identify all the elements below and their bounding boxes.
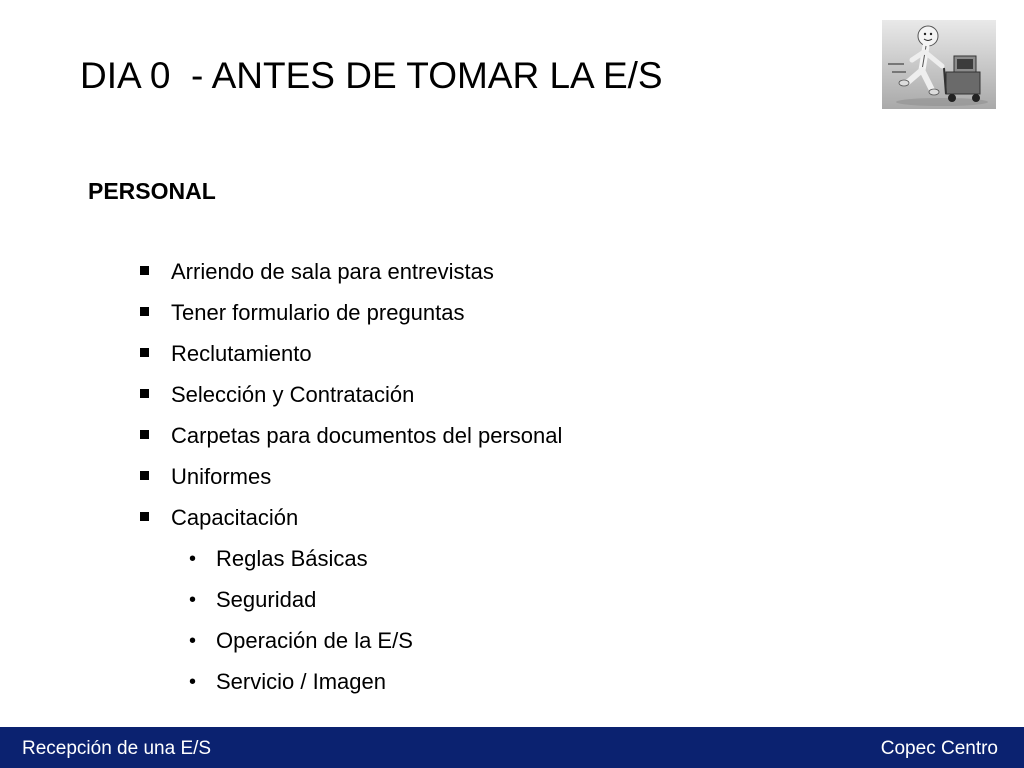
round-bullet-icon: • bbox=[189, 589, 197, 611]
list-item bbox=[0, 254, 900, 295]
list-item bbox=[0, 418, 900, 459]
square-bullet-icon bbox=[140, 307, 149, 316]
list-item-text: Carpetas para documentos del personal bbox=[171, 423, 563, 448]
section-heading: PERSONAL bbox=[88, 178, 216, 204]
sub-list-item-text: Servicio / Imagen bbox=[216, 669, 386, 694]
list-item bbox=[0, 295, 900, 336]
list-item bbox=[0, 459, 900, 500]
list-item-text: Capacitación bbox=[171, 505, 299, 530]
sub-list-item bbox=[0, 541, 900, 582]
square-bullet-icon bbox=[140, 266, 149, 275]
square-bullet-icon bbox=[140, 512, 149, 521]
footer-bar bbox=[0, 727, 1024, 768]
running-figure-with-cart-icon bbox=[882, 20, 996, 109]
sub-list-item bbox=[0, 664, 900, 705]
list-item-text: Selección y Contratación bbox=[171, 382, 415, 407]
square-bullet-icon bbox=[140, 430, 149, 439]
sub-list-item bbox=[0, 623, 900, 664]
sub-list-item-text: Operación de la E/S bbox=[216, 628, 413, 653]
sub-list-item-text: Seguridad bbox=[216, 587, 317, 612]
footer-right-text: Copec Centro bbox=[880, 738, 998, 759]
sub-list-item bbox=[0, 582, 900, 623]
list-item-text: Tener formulario de preguntas bbox=[171, 300, 465, 325]
list-item-text: Uniformes bbox=[171, 464, 272, 489]
list-item-text: Reclutamiento bbox=[171, 341, 312, 366]
list-item bbox=[0, 500, 900, 541]
footer-left-text: Recepción de una E/S bbox=[22, 738, 212, 759]
sub-list-item-text: Reglas Básicas bbox=[216, 546, 368, 571]
list-item bbox=[0, 336, 900, 377]
round-bullet-icon: • bbox=[189, 630, 197, 652]
round-bullet-icon: • bbox=[189, 671, 197, 693]
round-bullet-icon: • bbox=[189, 548, 197, 570]
slide-title: DIA 0 - ANTES DE TOMAR LA E/S bbox=[80, 55, 663, 96]
list-item-text: Arriendo de sala para entrevistas bbox=[171, 259, 494, 284]
square-bullet-icon bbox=[140, 471, 149, 480]
list-item bbox=[0, 377, 900, 418]
square-bullet-icon bbox=[140, 389, 149, 398]
bullet-list bbox=[0, 254, 900, 705]
square-bullet-icon bbox=[140, 348, 149, 357]
